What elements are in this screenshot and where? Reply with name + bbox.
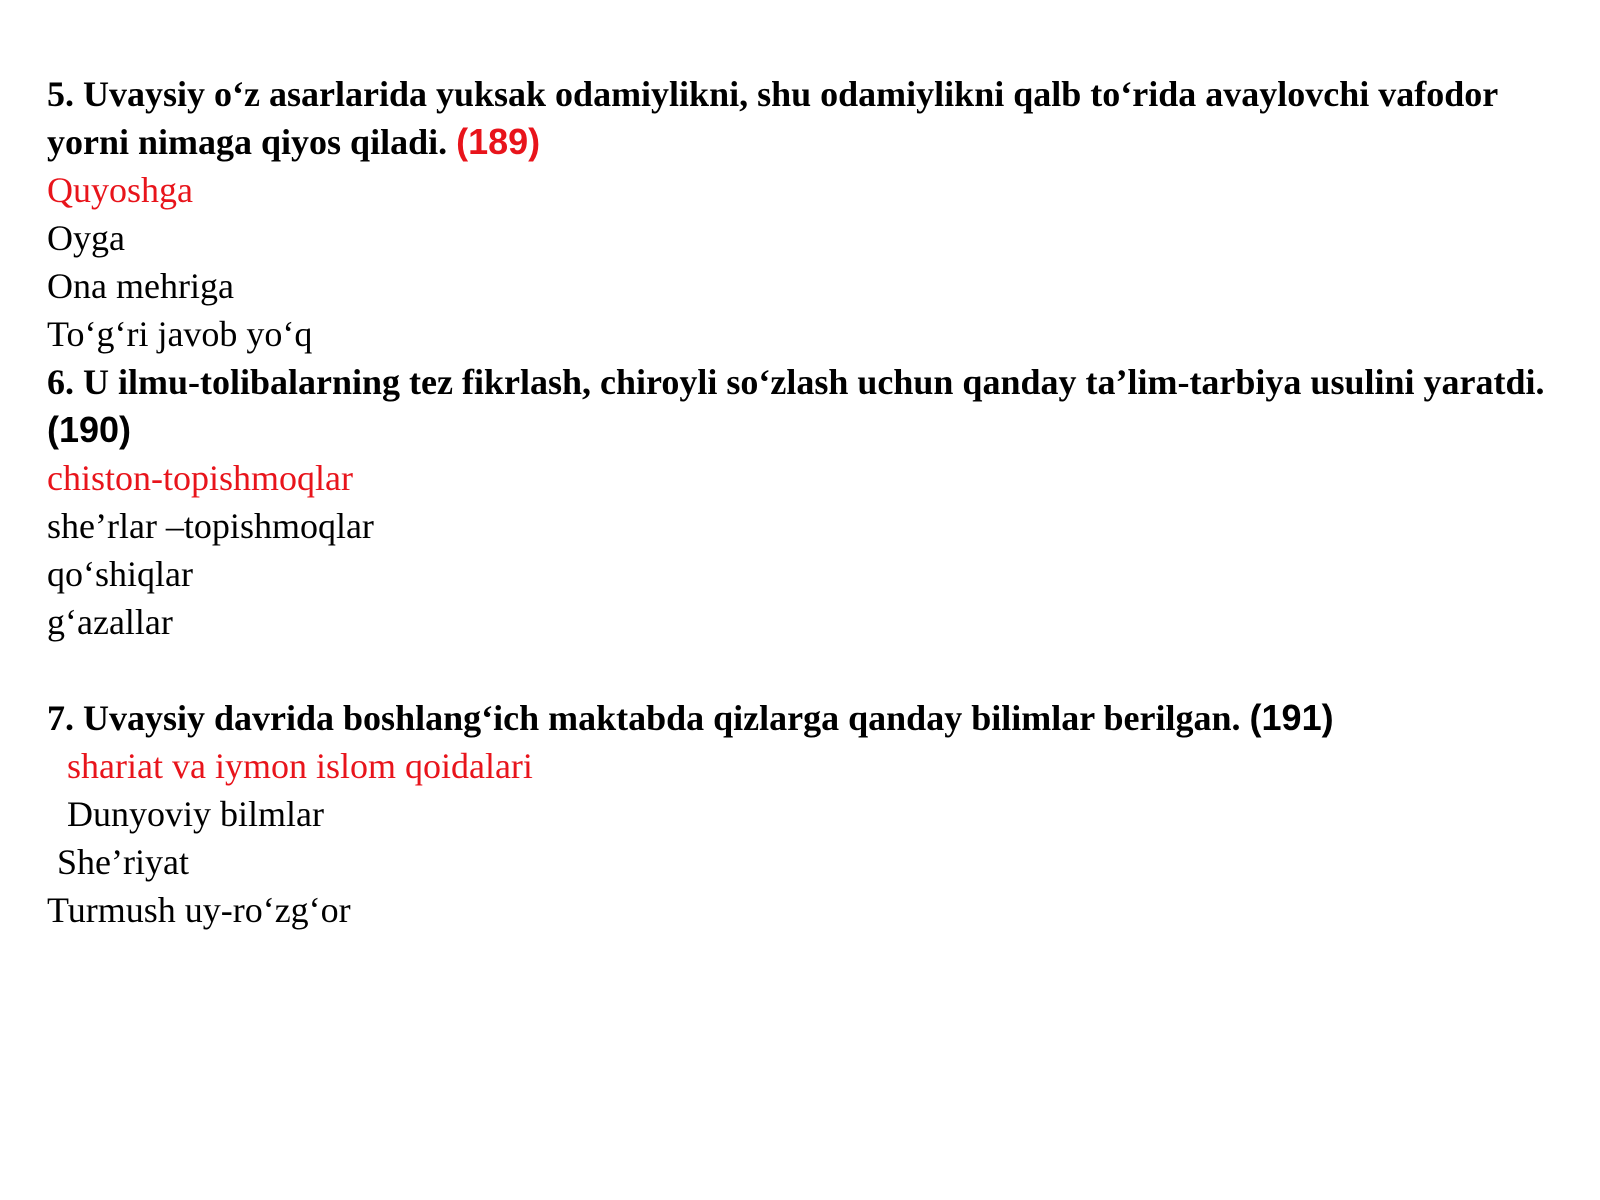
question-6: [47, 358, 1567, 454]
question-7-option-4: Turmush uy-ro‘zg‘or: [47, 890, 351, 930]
quiz-slide: [47, 70, 1567, 934]
question-6-ref: (190): [47, 409, 132, 450]
question-7-option-1: shariat va iymon islom qoidalari: [67, 746, 533, 786]
question-7-ref: (191): [1249, 697, 1334, 738]
question-5-option-2: Oyga: [47, 218, 125, 258]
question-5-ref: (189): [456, 121, 541, 162]
question-7-option-2: Dunyoviy bilmlar: [67, 794, 324, 834]
spacer: [47, 646, 1567, 694]
question-6-text: 6. U ilmu-tolibalarning tez fikrlash, chiroyli so‘zlash uchun qanday ta’lim-tarbiya usulini yaratdi.: [47, 362, 1545, 402]
question-6-option-3: qo‘shiqlar: [47, 554, 193, 594]
question-6-option-1: chiston-topishmoqlar: [47, 458, 353, 498]
question-5-option-3: Ona mehriga: [47, 266, 234, 306]
question-7-option-3: She’riyat: [57, 842, 189, 882]
question-5-text: 5. Uvaysiy o‘z asarlarida yuksak odamiylikni, shu odamiylikni qalb to‘rida avaylovchi vafodor yorni nimaga qiyos qiladi.: [47, 74, 1498, 162]
question-5-option-1: Quyoshga: [47, 170, 193, 210]
question-6-option-4: g‘azallar: [47, 602, 173, 642]
question-5: [47, 70, 1567, 166]
question-7-text: 7. Uvaysiy davrida boshlang‘ich maktabda qizlarga qanday bilimlar berilgan.: [47, 698, 1250, 738]
question-6-option-2: she’rlar –topishmoqlar: [47, 506, 374, 546]
question-7: [47, 694, 1567, 742]
question-5-option-4: To‘g‘ri javob yo‘q: [47, 314, 313, 354]
